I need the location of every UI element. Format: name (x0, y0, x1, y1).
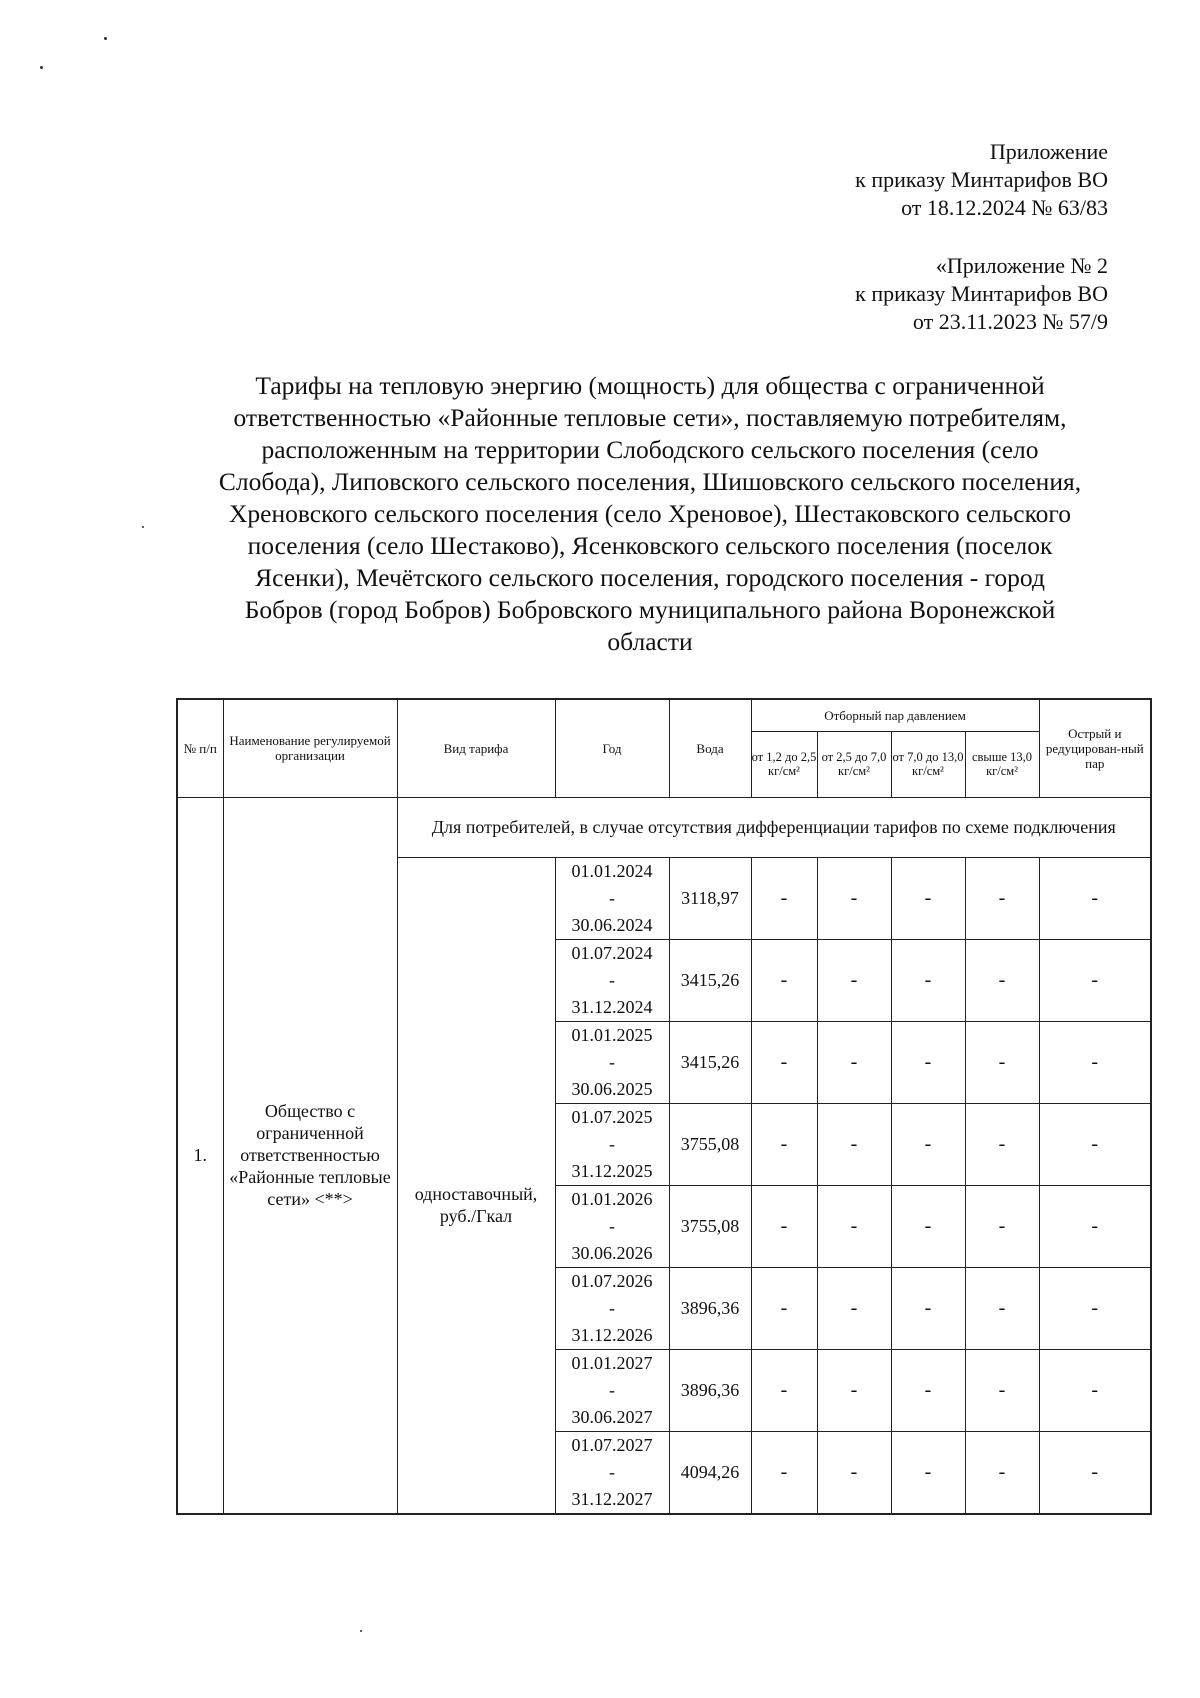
period-cell (555, 857, 669, 939)
steam-tariff-p3: - (891, 1267, 965, 1349)
period-start: 01.07.2024 (571, 942, 653, 963)
period-end: 31.12.2024 (571, 996, 653, 1017)
period-cell (555, 1349, 669, 1431)
title-line: Бобров (город Бобров) Бобровского муниципального района Воронежской (244, 595, 1056, 624)
steam-tariff-p2: - (817, 1431, 891, 1514)
steam-tariff-p4: - (965, 1349, 1039, 1431)
steam-tariff-p3: - (891, 1103, 965, 1185)
period-start: 01.07.2025 (571, 1106, 653, 1127)
scan-speck (142, 526, 144, 528)
steam-tariff-p2: - (817, 1103, 891, 1185)
scan-speck (360, 1630, 362, 1632)
steam-tariff-p1: - (751, 1267, 817, 1349)
period-separator: - (609, 1051, 615, 1072)
water-tariff: 3415,26 (669, 1021, 751, 1103)
title-line: Тарифы на тепловую энергию (мощность) для общества с ограниченной (255, 371, 1045, 400)
header-pressure-1: от 1,2 до 2,5 кг/см² (751, 731, 817, 797)
header-year: Год (555, 699, 669, 797)
period-start: 01.01.2026 (571, 1188, 653, 1209)
steam-tariff-p1: - (751, 1349, 817, 1431)
annex-line: от 18.12.2024 № 63/83 (901, 195, 1108, 220)
steam-tariff-p1: - (751, 1431, 817, 1514)
row-number: 1. (177, 797, 223, 1514)
steam-tariff-p1: - (751, 1185, 817, 1267)
tariff-type: одноставочный, руб./Гкал (397, 857, 555, 1514)
period-cell (555, 1267, 669, 1349)
steam-tariff-p4: - (965, 1021, 1039, 1103)
title-line: Хреновского сельского поселения (село Хреновое), Шестаковского сельского (228, 499, 1072, 528)
period-end: 30.06.2026 (571, 1242, 653, 1263)
period-separator: - (609, 1215, 615, 1236)
period-end: 30.06.2025 (571, 1078, 653, 1099)
header-pressure-3: от 7,0 до 13,0 кг/см² (891, 731, 965, 797)
tariff-table (176, 698, 1152, 1515)
title-line: расположенным на территории Слободского сельского поселения (село (261, 435, 1039, 464)
period-start: 01.01.2024 (571, 860, 653, 881)
water-tariff: 3118,97 (669, 857, 751, 939)
annex-line: к приказу Минтарифов ВО (855, 167, 1108, 192)
period-end: 31.12.2025 (571, 1160, 653, 1181)
sharp-steam-tariff: - (1039, 939, 1151, 1021)
title-line: области (607, 627, 693, 656)
water-tariff: 3755,08 (669, 1103, 751, 1185)
steam-tariff-p4: - (965, 857, 1039, 939)
header-num: № п/п (177, 699, 223, 797)
annex-header (855, 138, 1108, 222)
steam-tariff-p4: - (965, 939, 1039, 1021)
header-steam-group: Отборный пар давлением (751, 699, 1039, 731)
steam-tariff-p2: - (817, 1267, 891, 1349)
header-org: Наименование регулируемой организации (223, 699, 397, 797)
period-separator: - (609, 887, 615, 908)
steam-tariff-p2: - (817, 857, 891, 939)
period-start: 01.07.2027 (571, 1434, 653, 1455)
period-cell (555, 939, 669, 1021)
annex-line: «Приложение № 2 (935, 253, 1108, 278)
steam-tariff-p1: - (751, 1021, 817, 1103)
period-start: 01.01.2025 (571, 1024, 653, 1045)
period-end: 30.06.2024 (571, 914, 653, 935)
header-water: Вода (669, 699, 751, 797)
steam-tariff-p2: - (817, 1349, 891, 1431)
steam-tariff-p3: - (891, 1349, 965, 1431)
period-separator: - (609, 1297, 615, 1318)
steam-tariff-p4: - (965, 1103, 1039, 1185)
annex-line: к приказу Минтарифов ВО (855, 281, 1108, 306)
document-title (160, 370, 1140, 658)
period-separator: - (609, 1133, 615, 1154)
sharp-steam-tariff: - (1039, 1431, 1151, 1514)
period-cell (555, 1103, 669, 1185)
period-separator: - (609, 969, 615, 990)
header-sharp-steam: Острый и редуцирован-ный пар (1039, 699, 1151, 797)
steam-tariff-p3: - (891, 1021, 965, 1103)
header-pressure-4: свыше 13,0 кг/см² (965, 731, 1039, 797)
title-line: поселения (село Шестаково), Ясенковского сельского поселения (поселок (247, 531, 1053, 560)
period-cell (555, 1431, 669, 1514)
sharp-steam-tariff: - (1039, 1021, 1151, 1103)
water-tariff: 3415,26 (669, 939, 751, 1021)
period-start: 01.07.2026 (571, 1270, 653, 1291)
steam-tariff-p3: - (891, 1185, 965, 1267)
sharp-steam-tariff: - (1039, 1185, 1151, 1267)
water-tariff: 4094,26 (669, 1431, 751, 1514)
steam-tariff-p2: - (817, 1021, 891, 1103)
period-separator: - (609, 1379, 615, 1400)
period-end: 31.12.2027 (571, 1488, 653, 1509)
steam-tariff-p4: - (965, 1267, 1039, 1349)
period-cell (555, 1185, 669, 1267)
header-tariff-type: Вид тарифа (397, 699, 555, 797)
title-line: ответственностью «Районные тепловые сети», поставляемую потребителям, (233, 403, 1067, 432)
scan-speck (40, 66, 43, 69)
steam-tariff-p1: - (751, 857, 817, 939)
steam-tariff-p2: - (817, 939, 891, 1021)
steam-tariff-p3: - (891, 857, 965, 939)
steam-tariff-p1: - (751, 939, 817, 1021)
scan-speck (104, 37, 107, 40)
water-tariff: 3896,36 (669, 1267, 751, 1349)
organization-name: Общество с ограниченной ответственностью «Районные тепловые сети» <**> (223, 797, 397, 1514)
sharp-steam-tariff: - (1039, 1349, 1151, 1431)
steam-tariff-p2: - (817, 1185, 891, 1267)
sharp-steam-tariff: - (1039, 1103, 1151, 1185)
water-tariff: 3755,08 (669, 1185, 751, 1267)
period-separator: - (609, 1461, 615, 1482)
annex-line: от 23.11.2023 № 57/9 (912, 309, 1108, 334)
steam-tariff-p1: - (751, 1103, 817, 1185)
period-end: 30.06.2027 (571, 1406, 653, 1427)
sharp-steam-tariff: - (1039, 1267, 1151, 1349)
period-start: 01.01.2027 (571, 1352, 653, 1373)
header-pressure-2: от 2,5 до 7,0 кг/см² (817, 731, 891, 797)
period-end: 31.12.2026 (571, 1324, 653, 1345)
title-line: Слобода), Липовского сельского поселения, Шишовского сельского поселения, (218, 467, 1082, 496)
annex-line: Приложение (989, 139, 1108, 164)
title-line: Ясенки), Мечётского сельского поселения, городского поселения - город (255, 563, 1045, 592)
steam-tariff-p3: - (891, 1431, 965, 1514)
sharp-steam-tariff: - (1039, 857, 1151, 939)
period-cell (555, 1021, 669, 1103)
steam-tariff-p3: - (891, 939, 965, 1021)
steam-tariff-p4: - (965, 1431, 1039, 1514)
steam-tariff-p4: - (965, 1185, 1039, 1267)
section-note: Для потребителей, в случае отсутствия дифференциации тарифов по схеме подключения (397, 797, 1151, 857)
previous-annex-header (855, 252, 1108, 336)
water-tariff: 3896,36 (669, 1349, 751, 1431)
